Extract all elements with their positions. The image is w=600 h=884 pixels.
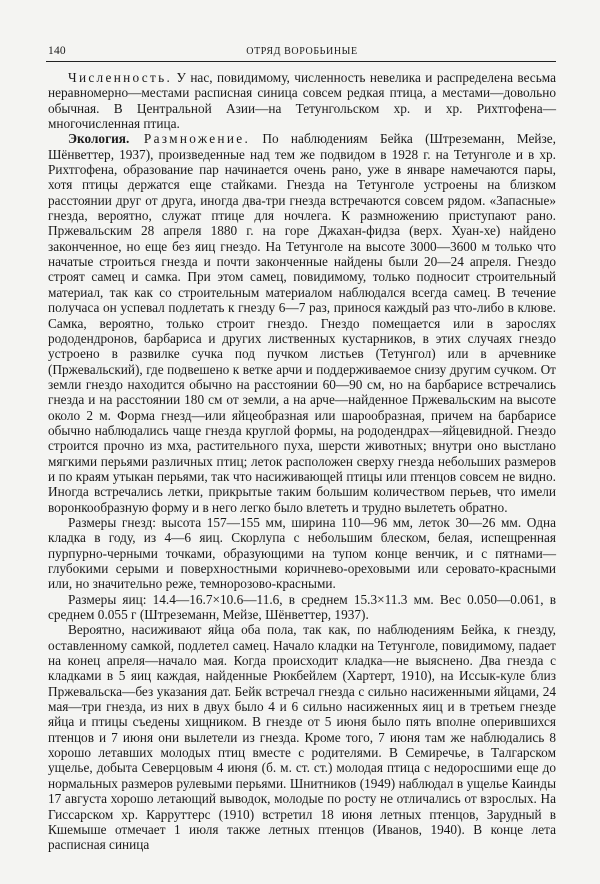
paragraph-text: По наблюдениям Бейка (Штреземанн, Мейзе, Шёнветтер, 1937), произведенные над тем же подвидом в 1928 г. на Тетунголе и в хр. Рихтгофена, образование пар начинается очень рано, уже в январе намечаются пары, хотя птицы держатся еще стайками. Гнезда на Тетунголе устроены на близком расстоянии друг от друга, иногда два-три гнезда встречаются совсем рядом. «Запасные» гнезда, вероятно, служат птице для ночлега. К размножению приступают рано. Пржевальским 28 апреля 1880 г. на горе Джахан-фидза (верх. Хуан-хе) найдено законченное, но еще без яиц гнездо. На Тетунголе на высоте 3000—3600 м только что начатые строиться гнезда и почти законченные найдены были 20—24 апреля. Гнездо строят самец и самка. При этом самец, повидимому, только подносит строительный материал, так как со строительным материалом наблюдался всегда самец. В течение получаса он успевал подлетать к гнезду 6—7 раз, принося каждый раз что-либо в клюве. Самка, вероятно, только строит гнездо. Гнездо помещается или в зарослях рододендронов, барбариса и других лиственных кустарников, в этих случаях гнездо устроено в развилке сучка под пучком листьев (Тетунгол) или в арчевнике (Пржевальский), где подвешено к ветке арчи и поддерживаемое снизу другим сучком. От земли гнездо находится обычно на расстоянии 60—90 см, но на барбарисе встречались гнезда и на расстоянии 180 см от земли, а на арче—найденное Пржевальским на высоте около 2 м. Форма гнезд—или яйцеобразная или шарообразная, причем на барбарисе обычно наблюдались чаще гнезда круглой формы, на рододендрах—яйцевидной. Гнездо строится прочно из мха, растительного пуха, шерсти животных; внутри оно выстлано мягкими перьями различных птиц; леток расположен сверху гнезда небольших размеров и по краям утыкан перьями, так что насиживающей птицы или птенцов совсем не видно. Иногда встречались летки, прикрытые таким большим количеством перьев, что имели воронкообразную форму и в него легко было влететь и трудно вылететь обратно. (48, 131, 556, 515)
paragraph-ecology (48, 131, 556, 515)
paragraph-text: У нас, повидимому, численность невелика и распределена весьма неравномерно—местами расписная синица совсем редкая птица, а местами—довольно обычная. В Центральной Азии—на Тетунгольском хр. и хр. Рихтгофена—многочисленная птица. (48, 70, 556, 132)
paragraph-nest-sizes (48, 515, 556, 592)
paragraph-egg-sizes (48, 592, 556, 623)
paragraph-text: Размеры яиц: 14.4—16.7×10.6—11.6, в среднем 15.3×11.3 мм. Вес 0.050—0.061, в среднем 0.055 г (Штреземанн, Мейзе, Шёнветтер, 1937). (48, 591, 556, 623)
paragraph-text: Размеры гнезд: высота 157—155 мм, ширина 110—96 мм, леток 30—26 мм. Одна кладка в году, из 4—6 яиц. Скорлупа с небольшим блеском, белая, испещренная пурпурно-черными точками, образующими на тупом конце венчик, и с пятнами—глубокими серыми и поверхностными коричнево-ореховыми или серовато-красными или, но значительно реже, темнорозово-красными. (48, 514, 556, 592)
section-heading: Экология. (68, 131, 130, 147)
body-text (48, 70, 556, 853)
page-number: 140 (48, 45, 66, 57)
section-label: Численность. (68, 70, 173, 85)
paragraph-abundance (48, 70, 556, 131)
running-title: ОТРЯД ВОРОБЬИНЫЕ (246, 46, 358, 57)
subsection-label: Размножение. (129, 131, 251, 147)
header-rule (46, 61, 556, 62)
paragraph-text: Вероятно, насиживают яйца оба пола, так как, по наблюдениям Бейка, к гнезду, оставленному самкой, подлетел самец. Начало кладки на Тетунголе, повидимому, падает на конец апреля—начало мая. Когда происходит кладка—не выяснено. Два гнезда с кладками в 5 яиц каждая, найденные Рюкбейлем (Хартерт, 1910), на Иссык-куле близ Пржевальска—без указания дат. Бейк встречал гнезда с сильно насиженными яйцами, 24 мая—три гнезда, из них в двух было 4 и 6 сильно насиженных яиц и в третьем гнезде яйца и птицы съедены хищником. В гнезде от 5 июня было пять вполне оперившихся птенцов и 7 июня они вылетели из гнезда. Кроме того, 7 июня там же наблюдались 8 хорошо летавших молодых птиц вместе с родителями. В Семиречье, в Талгарском ущелье, добыта Северцовым 4 июня (б. м. ст. ст.) молодая птица с недоросшими еще до нормальных размеров рулевыми перьями. Шнитников (1949) наблюдал в ущелье Каинды 17 августа хорошо летающий выводок, молодые по росту не отличались от взрослых. На Гиссарском хр. Карруттерс (1910) встретил 18 июня летных птенцов, Зарудный в Кшемыше отмечает 1 июля также летных птенцов (Иванов, 1940). В конце лета расписная синица (48, 622, 556, 853)
paragraph-incubation (48, 622, 556, 852)
